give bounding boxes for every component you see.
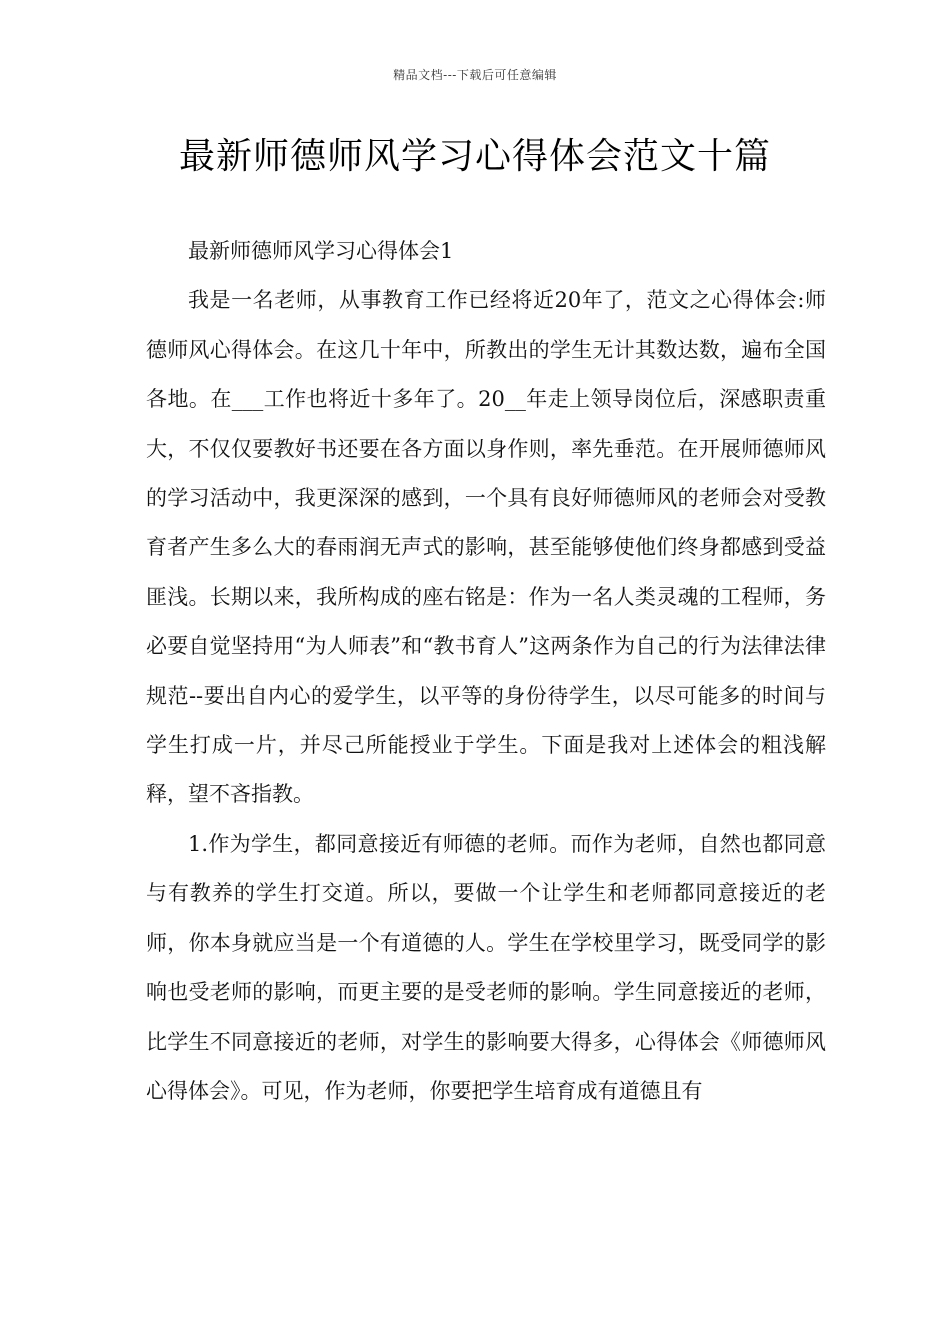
section-heading: 最新师德师风学习心得体会1 <box>188 239 454 263</box>
document-body <box>146 227 826 1116</box>
header-note: 精品文档---下载后可任意编辑 <box>393 68 557 82</box>
paragraph: 1.作为学生，都同意接近有师德的老师。而作为老师，自然也都同意与有教养的学生打交道。所以，要做一个让学生和老师都同意接近的老师，你本身就应当是一个有道德的人。学生在学校里学习，既受同学的影响也受老师的影响，而更主要的是受老师的影响。学生同意接近的老师，比学生不同意接近的老师，对学生的影响要大得多，心得体会《师德师风心得体会》。可见，作为老师，你要把学生培育成有道德且有 <box>146 831 826 1103</box>
paragraph: 我是一名老师，从事教育工作已经将近20年了，范文之心得体会:师德师风心得体会。在这几十年中，所教出的学生无计其数达数，遍布全国各地。在___工作也将近十多年了。20__年走上领导岗位后，深感职责重大，不仅仅要教好书还要在各方面以身作则，率先垂范。在开展师德师风的学习活动中，我更深深的感到，一个具有良好师德师风的老师会对受教育者产生多么大的春雨润无声式的影响，甚至能够使他们终身都感到受益匪浅。长期以来，我所构成的座右铭是：作为一名人类灵魂的工程师，务必要自觉坚持用“为人师表”和“教书育人”这两条作为自己的行为法律法律规范--要出自内心的爱学生，以平等的身份待学生，以尽可能多的时间与学生打成一片，并尽己所能授业于学生。下面是我对上述体会的粗浅解释，望不吝指教。 <box>146 288 826 807</box>
document-title: 最新师德师风学习心得体会范文十篇 <box>178 136 771 177</box>
